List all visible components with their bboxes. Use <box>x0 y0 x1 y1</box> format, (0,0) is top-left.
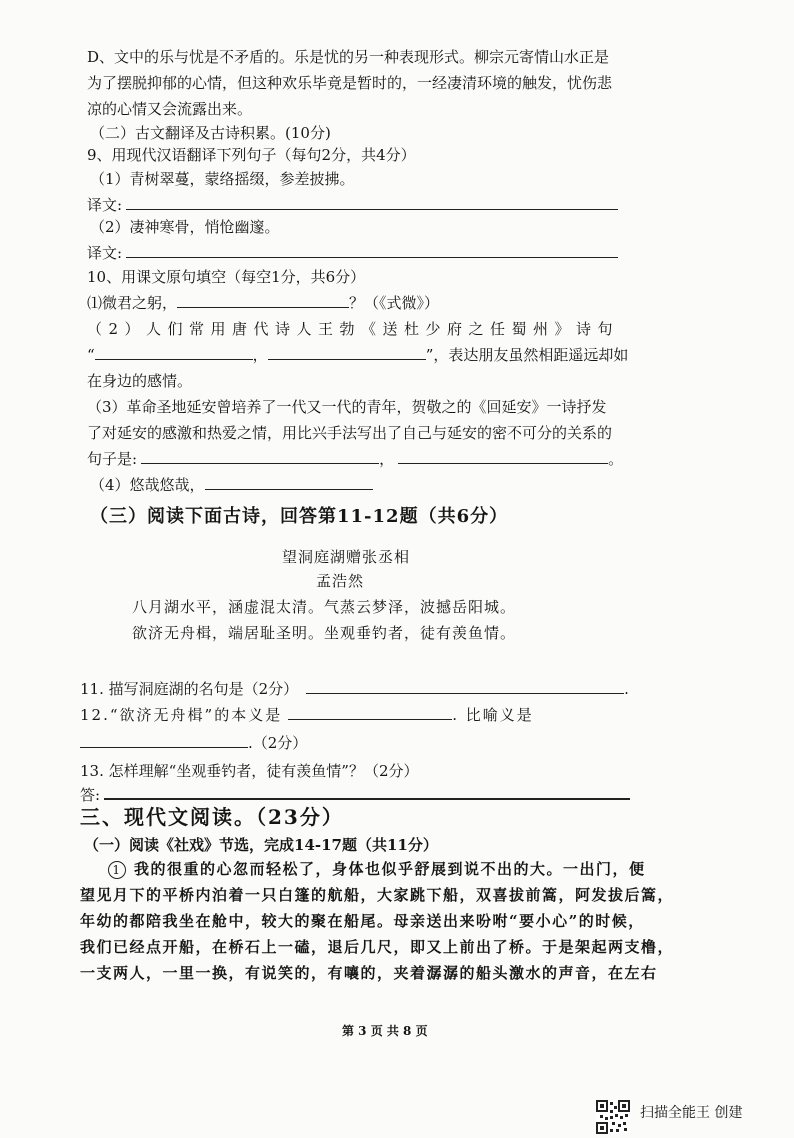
poem-author: 孟浩然 <box>316 572 365 590</box>
answer-blank-1[interactable] <box>126 195 618 210</box>
q8-option-d-line1: D、文中的乐与忧是不矛盾的。乐是忧的另一种表现形式。柳宗元寄情山水正是 <box>87 48 610 66</box>
poem-line-1: 八月湖水平，涵虚混太清。气蒸云梦泽，波撼岳阳城。 <box>132 598 517 616</box>
q9-answer-1 <box>87 194 618 216</box>
sub-section-1-heading: （一）阅读《社戏》节选，完成14-17题（共11分） <box>84 836 438 854</box>
q10-blank-5[interactable] <box>398 449 608 464</box>
poem-line-2: 欲济无舟楫，端居耻圣明。坐观垂钓者，徒有羡鱼情。 <box>132 624 517 642</box>
q12-blank-2[interactable] <box>80 733 248 748</box>
q8-option-d-line2: 为了摆脱抑郁的心情，但这种欢乐毕竟是暂时的，一经凄清环境的触发，忧伤悲 <box>87 74 613 92</box>
q11-blank[interactable] <box>306 679 624 694</box>
q9-sentence-1: （1）青树翠蔓，蒙络摇缀，参差披拂。 <box>90 170 355 188</box>
q11: 11. 描写洞庭湖的名句是（2分） . <box>80 680 629 698</box>
q13-question: 13. 怎样理解“坐观垂钓者，徒有羡鱼情”？（2分） <box>80 762 419 780</box>
passage-line-2: 望见月下的平桥内泊着一只白篷的航船，大家跳下船，双喜拔前篙，阿发拔后篙， <box>80 886 675 904</box>
q10-item-3-line1: （3）革命圣地延安曾培养了一代又一代的青年，贺敬之的《回延安》一诗抒发 <box>87 398 607 416</box>
q10-blank-1[interactable] <box>177 293 349 308</box>
q10-item-3-line3: 句子是: ， 。 <box>87 450 624 468</box>
q10-item-3-line2: 了对延安的感激和热爱之情，用比兴手法写出了自己与延安的密不可分的关系的 <box>87 424 613 442</box>
answer-blank-2[interactable] <box>126 243 618 258</box>
q10-item-4: （4）悠哉悠哉， <box>90 474 373 496</box>
section-2-heading: （二）古文翻译及古诗积累。(10分) <box>90 124 331 142</box>
q9-sentence-2: （2）凄神寒骨，悄怆幽邃。 <box>90 218 280 236</box>
paragraph-number: 1 <box>108 861 126 879</box>
q9-answer-2 <box>87 242 618 264</box>
page-footer: 第 3 页 共 8 页 <box>342 1024 428 1038</box>
qr-code-icon <box>596 1100 630 1134</box>
passage-line-5: 一支两人，一里一换，有说笑的，有嚷的，夹着潺潺的船头激水的声音，在左右 <box>80 964 658 982</box>
q9-title: 9、用现代汉语翻译下列句子（每句2分，共4分） <box>87 146 416 164</box>
q13-blank[interactable] <box>104 784 630 800</box>
q8-option-d-line3: 凉的心情又会流露出来。 <box>87 100 253 118</box>
q12-blank-1[interactable] <box>288 705 452 720</box>
q10-blank-4[interactable] <box>141 449 379 464</box>
watermark-text: 扫描全能王 创建 <box>640 1105 743 1121</box>
section-3-heading: （三）阅读下面古诗，回答第11-12题（共6分） <box>90 506 509 527</box>
q10-item-1: ⑴微君之躬， ？（《式微》） <box>87 294 440 312</box>
answer-label: 译文: <box>87 196 123 214</box>
q12-line2: .（2分） <box>80 732 307 754</box>
q12-line1: 12.“欲济无舟楫”的本义是 . 比喻义是 <box>80 706 534 724</box>
q10-item-2-line3: 在身边的感情。 <box>87 372 193 390</box>
part-3-heading: 三、现代文阅读。（23分） <box>80 805 344 829</box>
answer-label: 译文: <box>87 244 123 262</box>
passage-line-3: 年幼的都陪我坐在舱中，较大的聚在船尾。母亲送出来吩咐“要小心”的时候， <box>80 912 645 930</box>
poem-title: 望洞庭湖赠张丞相 <box>282 548 411 566</box>
q10-blank-6[interactable] <box>205 475 373 490</box>
q10-blank-2[interactable] <box>95 345 253 360</box>
q10-blank-3[interactable] <box>268 345 426 360</box>
q10-item-2-line2: “ ， ”，表达朋友虽然相距遥远却如 <box>87 346 629 364</box>
passage-line-4: 我们已经点开船，在桥石上一磕，退后几尺，即又上前出了桥。于是架起两支橹， <box>80 938 675 956</box>
q13-answer: 答: <box>80 784 630 806</box>
q10-item-2-line1: （2）人们常用唐代诗人王勃《送杜少府之任蜀州》诗句 <box>87 320 620 338</box>
q10-title: 10、用课文原句填空（每空1分，共6分） <box>87 268 366 286</box>
passage-line-1: 1 我的很重的心忽而轻松了，身体也似乎舒展到说不出的大。一出门，便 <box>108 858 646 880</box>
